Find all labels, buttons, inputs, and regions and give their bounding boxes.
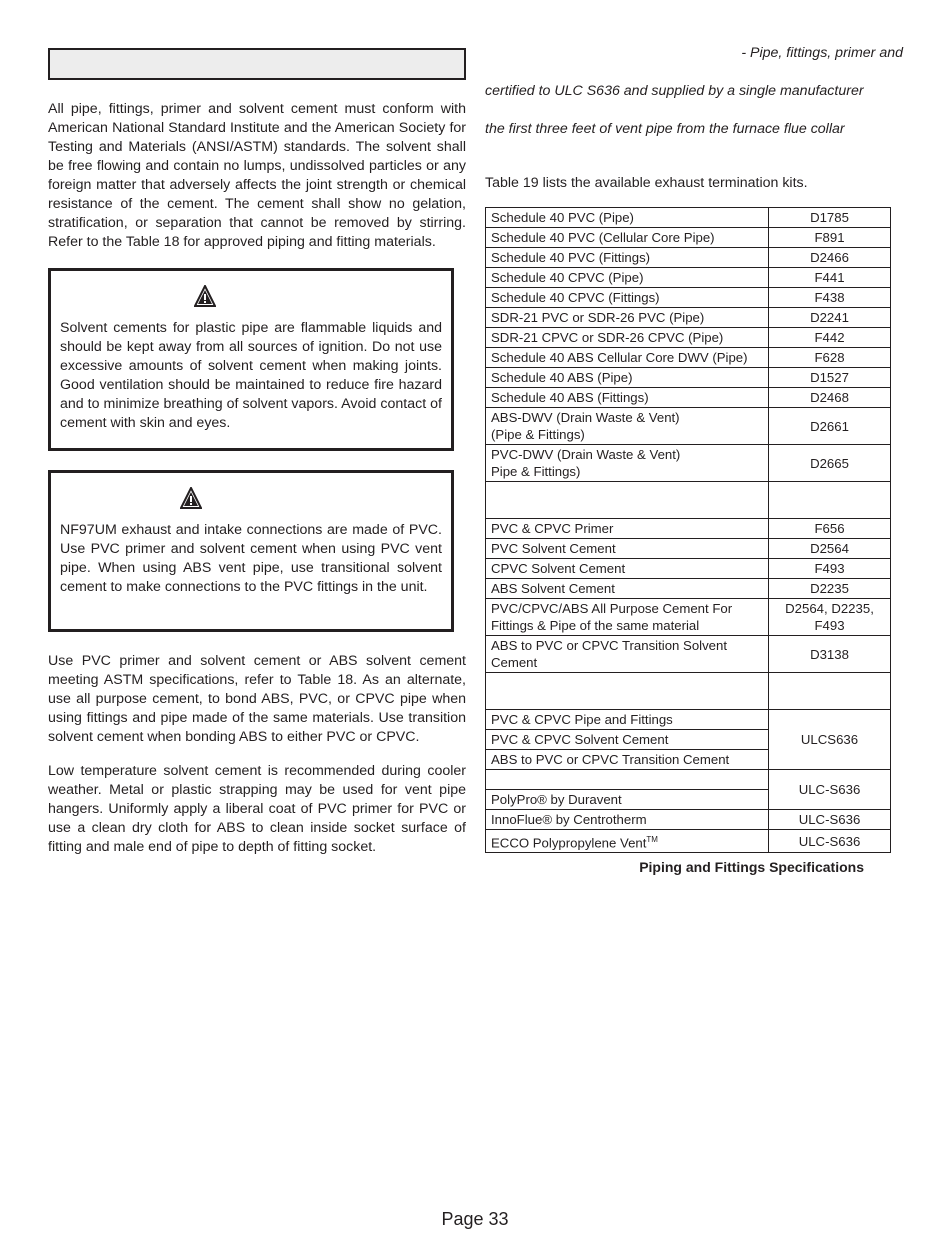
material-cell: ABS-DWV (Drain Waste & Vent) (Pipe & Fittings) (486, 408, 769, 445)
standard-cell: D2665 (769, 445, 891, 482)
warning-text-connections: NF97UM exhaust and intake connections are made of PVC. Use PVC primer and solvent cement when using PVC vent pipe. When using ABS vent pipe, use transitional solvent cement to make connections to the PVC fittings in the unit. (60, 522, 442, 595)
material-cell: Schedule 40 CPVC (Pipe) (486, 268, 769, 288)
standard-cell: F441 (769, 268, 891, 288)
material-cell (486, 482, 769, 519)
material-cell (486, 770, 769, 790)
material-text: ECCO Polypropylene Vent (491, 835, 647, 851)
table-row (486, 673, 891, 710)
warning-header (60, 279, 442, 319)
standard-cell: ULC-S636 (769, 770, 891, 810)
standard-cell (769, 482, 891, 519)
standard-cell: D2466 (769, 248, 891, 268)
warning-icon (194, 285, 216, 307)
standard-cell: ULC-S636 (769, 810, 891, 830)
table-row (486, 328, 891, 348)
standard-cell: D3138 (769, 636, 891, 673)
table-row (486, 770, 891, 790)
table-row (486, 248, 891, 268)
table-row (486, 208, 891, 228)
table-row (486, 482, 891, 519)
standard-cell: F493 (769, 559, 891, 579)
standard-cell: ULC-S636 (769, 830, 891, 853)
italic-line-2: certified to ULC S636 and supplied by a single manufacturer (485, 83, 864, 99)
trademark-mark: TM (646, 835, 658, 844)
section-heading-box (48, 48, 466, 80)
table-row (486, 539, 891, 559)
standard-cell: D2564, D2235, F493 (769, 599, 891, 636)
standard-cell: F891 (769, 228, 891, 248)
table-row (486, 599, 891, 636)
material-cell: PVC & CPVC Pipe and Fittings (486, 710, 769, 730)
table-row (486, 308, 891, 328)
table-row (486, 579, 891, 599)
table-row (486, 408, 891, 445)
standard-cell: D1527 (769, 368, 891, 388)
standard-cell (769, 673, 891, 710)
material-cell: Schedule 40 ABS (Pipe) (486, 368, 769, 388)
material-cell: PVC/CPVC/ABS All Purpose Cement For Fittings & Pipe of the same material (486, 599, 769, 636)
material-cell (486, 830, 769, 853)
table-row (486, 388, 891, 408)
page-number: Page 33 (441, 1209, 509, 1229)
table-row (486, 445, 891, 482)
standard-cell: F442 (769, 328, 891, 348)
standard-cell: D2241 (769, 308, 891, 328)
material-cell: Schedule 40 PVC (Pipe) (486, 208, 769, 228)
standard-cell: D1785 (769, 208, 891, 228)
warning-header (60, 481, 442, 521)
italic-line-3: the first three feet of vent pipe from the furnace flue collar (485, 121, 845, 137)
material-cell: ABS to PVC or CPVC Transition Cement (486, 750, 769, 770)
standard-cell: D2235 (769, 579, 891, 599)
standard-cell: D2564 (769, 539, 891, 559)
right-column (485, 44, 905, 875)
temperature-paragraph: Low temperature solvent cement is recommended during cooler weather. Metal or plastic strapping may be used for vent pipe hangers. Uniformly apply a liberal coat of PVC primer for PVC or use a clean dry cloth for ABS to clean inside socket surface of fitting and male end of pipe to depth of fitting socket. (48, 763, 466, 855)
material-cell: ABS to PVC or CPVC Transition Solvent Cement (486, 636, 769, 673)
material-cell: Schedule 40 CPVC (Fittings) (486, 288, 769, 308)
table-row (486, 710, 891, 730)
table-row (486, 268, 891, 288)
italic-line-1: - Pipe, fittings, primer and (741, 45, 903, 61)
table-caption: Piping and Fittings Specifications (639, 859, 864, 876)
table-row (486, 368, 891, 388)
intro-paragraph: All pipe, fittings, primer and solvent cement must conform with American National Standard Institute and the American Society for Testing and Materials (ANSI/ASTM) standards. The solvent shall be free flowing and contain no lumps, undissolved particles or any foreign matter that adversely affects the joint strength or chemical resistance of the cement. The cement shall show no gelation, stratification, or separation that cannot be removed by stirring. Refer to the Table 18 for approved piping and fitting materials. (48, 101, 466, 250)
standard-cell: F628 (769, 348, 891, 368)
table-row (486, 519, 891, 539)
left-column (48, 48, 466, 857)
material-cell: SDR-21 PVC or SDR-26 PVC (Pipe) (486, 308, 769, 328)
table-row (486, 830, 891, 853)
material-cell (486, 673, 769, 710)
standard-cell: D2661 (769, 408, 891, 445)
standard-cell: F656 (769, 519, 891, 539)
material-cell: CPVC Solvent Cement (486, 559, 769, 579)
material-cell: SDR-21 CPVC or SDR-26 CPVC (Pipe) (486, 328, 769, 348)
warning-box-connections (48, 470, 454, 632)
warning-text-solvent: Solvent cements for plastic pipe are flammable liquids and should be kept away from all sources of ignition. Do not use excessive amounts of solvent cement when making joints. Good ventilation should be maintained to reduce fire hazard and to minimize breathing of solvent vapors. Avoid contact of cement with skin and eyes. (60, 320, 442, 431)
material-cell: PolyPro® by Duravent (486, 790, 769, 810)
table-row (486, 348, 891, 368)
table-row (486, 288, 891, 308)
material-cell: PVC Solvent Cement (486, 539, 769, 559)
table-row (486, 228, 891, 248)
material-cell: Schedule 40 ABS (Fittings) (486, 388, 769, 408)
material-text: InnoFlue® by Centrotherm (491, 812, 647, 827)
piping-specs-table (485, 207, 891, 853)
material-cell: Schedule 40 ABS Cellular Core DWV (Pipe) (486, 348, 769, 368)
material-cell: Schedule 40 PVC (Fittings) (486, 248, 769, 268)
warning-icon (180, 487, 202, 509)
material-cell (486, 810, 769, 830)
table-intro: Table 19 lists the available exhaust termination kits. (485, 175, 808, 191)
material-cell: PVC & CPVC Solvent Cement (486, 730, 769, 750)
standard-cell: F438 (769, 288, 891, 308)
standard-cell: D2468 (769, 388, 891, 408)
material-cell: PVC-DWV (Drain Waste & Vent) Pipe & Fittings) (486, 445, 769, 482)
table-row (486, 810, 891, 830)
standard-cell: ULCS636 (769, 710, 891, 770)
warning-box-solvent (48, 268, 454, 451)
material-cell: Schedule 40 PVC (Cellular Core Pipe) (486, 228, 769, 248)
material-cell: ABS Solvent Cement (486, 579, 769, 599)
cement-paragraph: Use PVC primer and solvent cement or ABS solvent cement meeting ASTM specifications, refer to Table 18. As an alternate, use all purpose cement, to bond ABS, PVC, or CPVC pipe when using fittings and pipe made of the same materials. Use transition solvent cement when bonding ABS to either PVC or CPVC. (48, 653, 466, 745)
table-row (486, 559, 891, 579)
material-cell: PVC & CPVC Primer (486, 519, 769, 539)
table-row (486, 636, 891, 673)
